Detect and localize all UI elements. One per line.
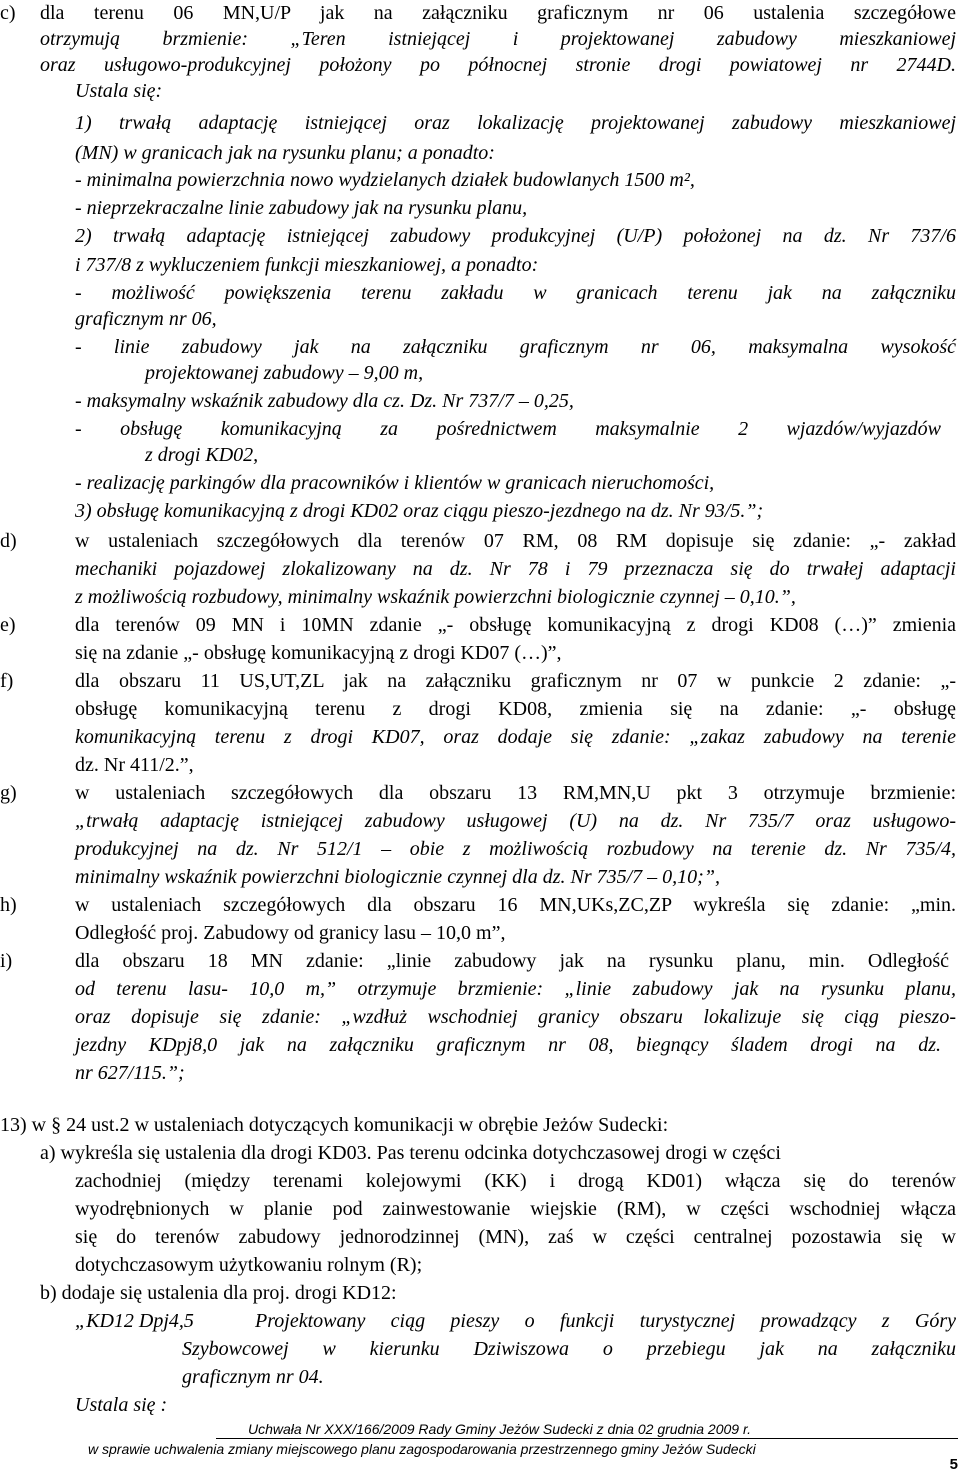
footer-subject: w sprawie uchwalenia zmiany miejscowego planu zagospodarowania przestrzennego gminy Jeżów Sudecki [88,1441,756,1457]
para-c-sub3: 3) obsługę komunikacyjną z drogi KD02 oraz ciągu pieszo-jezdnego na dz. Nr 93/5.”; [75,500,764,522]
para-c-sub2-dash-2a: - linie zabudowy jak na załączniku graficznym nr 06, maksymalna wysokość [75,336,956,358]
para-c-sub2-dash-1b: graficznym nr 06, [75,308,217,330]
item-label-d: d) [0,530,17,552]
footer-resolution: Uchwała Nr XXX/166/2009 Rady Gminy Jeżów Sudecki z dnia 02 grudnia 2009 r. [248,1421,751,1437]
para-f-line-1: dla obszaru 11 US,UT,ZL jak na załączniku graficznym nr 07 w punkcie 2 zdanie: „- [75,670,956,692]
para-i-line-1: dla obszaru 18 MN zdanie: „linie zabudowy jak na rysunku planu, min. Odległość [75,950,949,972]
para-c-sub2-dash-4a: - obsługę komunikacyjną za pośrednictwem maksymalnie 2 wjazdów/wyjazdów [75,418,941,440]
para-f-line-4: dz. Nr 411/2.”, [75,754,194,776]
section-13-b-line-5: Ustala się : [75,1394,168,1416]
para-f-line-3: komunikacyjną terenu z drogi KD07, oraz dodaje się zdanie: „zakaz zabudowy na terenie [75,726,956,748]
para-g-line-3: produkcyjnej na dz. Nr 512/1 – obie z możliwością rozbudowy na terenie dz. Nr 735/4, [75,838,956,860]
para-e-line-1: dla terenów 09 MN i 10MN zdanie „- obsługę komunikacyjną z drogi KD08 (…)” zmienia [75,614,956,636]
para-g-line-2: „trwałą adaptację istniejącej zabudowy usługowej (U) na dz. Nr 735/7 oraz usługowo- [75,810,956,832]
para-c-line-4: Ustala się: [75,80,163,102]
section-13-b-line-1: b) dodaje się ustalenia dla proj. drogi KD12: [40,1282,397,1304]
item-label-e: e) [0,614,16,636]
para-c-sub2-dash-2b: projektowanej zabudowy – 9,00 m, [145,362,424,384]
section-13-a-line-2: zachodniej (między terenami kolejowymi (KK) i drogą KD01) włącza się do terenów [75,1170,956,1192]
section-13-b-line-3: Szybowcowej w kierunku Dziwiszowa o przebiegu jak na załączniku [182,1338,956,1360]
para-h-line-2: Odległość proj. Zabudowy od granicy lasu – 10,0 m”, [75,922,506,944]
para-e-line-2: się na zdanie „- obsługę komunikacyjną z drogi KD07 (…)”, [75,642,562,664]
para-d-line-3: z możliwością rozbudowy, minimalny wskaźnik powierzchni biologicznie czynnej – 0,10.”, [75,586,796,608]
para-c-sub2-dash-1a: - możliwość powiększenia terenu zakładu w granicach terenu jak na załączniku [75,282,956,304]
section-13-a-line-3: wyodrębnionych w planie pod zainwestowanie wiejskie (RM), w części wschodniej włącza [75,1198,956,1220]
para-c-line-1: dla terenu 06 MN,U/P jak na załączniku graficznym nr 06 ustalenia szczegółowe [40,2,956,24]
para-i-line-3: oraz dopisuje się zdanie: „wzdłuż wschodniej granicy obszaru lokalizuje się ciąg pieszo- [75,1006,956,1028]
section-13-a-line-5: dotychczasowym użytkowaniu rolnym (R); [75,1254,423,1276]
para-c-sub1-line-1: 1) trwałą adaptację istniejącej oraz lokalizację projektowanej zabudowy mieszkaniowej [75,112,956,134]
para-h-line-1: w ustaleniach szczegółowych dla obszaru 16 MN,UKs,ZC,ZP wykreśla się zdanie: „min. [75,894,956,916]
para-c-sub2-dash-5: - realizację parkingów dla pracowników i klientów w granicach nieruchomości, [75,472,715,494]
para-c-sub1-dash-2: - nieprzekraczalne linie zabudowy jak na rysunku planu, [75,197,528,219]
para-c-sub2-line-2: i 737/8 z wykluczeniem funkcji mieszkaniowej, a ponadto: [75,254,539,276]
para-i-line-5: nr 627/115.”; [75,1062,185,1084]
para-c-sub1-line-2: (MN) w granicach jak na rysunku planu; a ponadto: [75,142,495,164]
para-g-line-1: w ustaleniach szczegółowych dla obszaru 13 RM,MN,U pkt 3 otrzymuje brzmienie: [75,782,956,804]
para-g-line-4: minimalny wskaźnik powierzchni biologicznie czynnej dla dz. Nr 735/7 – 0,10;”, [75,866,720,888]
item-label-i: i) [0,950,13,972]
item-label-c: c) [0,2,16,24]
para-c-line-3: oraz usługowo-produkcyjnej położony po północnej stronie drogi powiatowej nr 2744D. [40,54,956,76]
section-13-a-line-4: się do terenów zabudowy jednorodzinnej (MN), zaś w części centralnej pozostawia się w [75,1226,956,1248]
para-c-sub2-dash-4b: z drogi KD02, [145,444,259,466]
section-13-b-line-2: Projektowany ciąg pieszy o funkcji turystycznej prowadzący z Góry [255,1310,956,1332]
para-f-line-2: obsługę komunikacyjną terenu z drogi KD08, zmienia się na zdanie: „- obsługę [75,698,956,720]
section-13-a-line-1: a) wykreśla się ustalenia dla drogi KD03. Pas terenu odcinka dotychczasowej drogi w części [40,1142,781,1164]
item-label-h: h) [0,894,17,916]
item-label-g: g) [0,782,17,804]
para-d-line-2: mechaniki pojazdowej zlokalizowany na dz. Nr 78 i 79 przeznacza się do trwałej adaptacji [75,558,956,580]
section-13-b-road-code: „KD12 Dpj4,5 [75,1310,194,1332]
page-number: 5 [949,1456,958,1473]
para-c-sub2-dash-3: - maksymalny wskaźnik zabudowy dla cz. Dz. Nr 737/7 – 0,25, [75,390,574,412]
para-c-sub1-dash-1: - minimalna powierzchnia nowo wydzielanych działek budowlanych 1500 m², [75,169,695,191]
para-d-line-1: w ustaleniach szczegółowych dla terenów 07 RM, 08 RM dopisuje się zdanie: „- zakład [75,530,956,552]
item-label-f: f) [0,670,14,692]
para-i-line-4: jezdny KDpj8,0 jak na załączniku graficznym nr 08, biegnący śladem drogi na dz. [75,1034,941,1056]
para-i-line-2: od terenu lasu- 10,0 m,” otrzymuje brzmienie: „linie zabudowy jak na rysunku planu, [75,978,956,1000]
para-c-sub2-line-1: 2) trwałą adaptację istniejącej zabudowy produkcyjnej (U/P) położonej na dz. Nr 737/6 [75,225,956,247]
section-13-b-line-4: graficznym nr 04. [182,1366,324,1388]
footer-divider [216,1438,958,1439]
section-13-heading: 13) w § 24 ust.2 w ustaleniach dotyczących komunikacji w obrębie Jeżów Sudecki: [0,1114,669,1136]
para-c-line-2: otrzymują brzmienie: „Teren istniejącej i projektowanej zabudowy mieszkaniowej [40,28,956,50]
